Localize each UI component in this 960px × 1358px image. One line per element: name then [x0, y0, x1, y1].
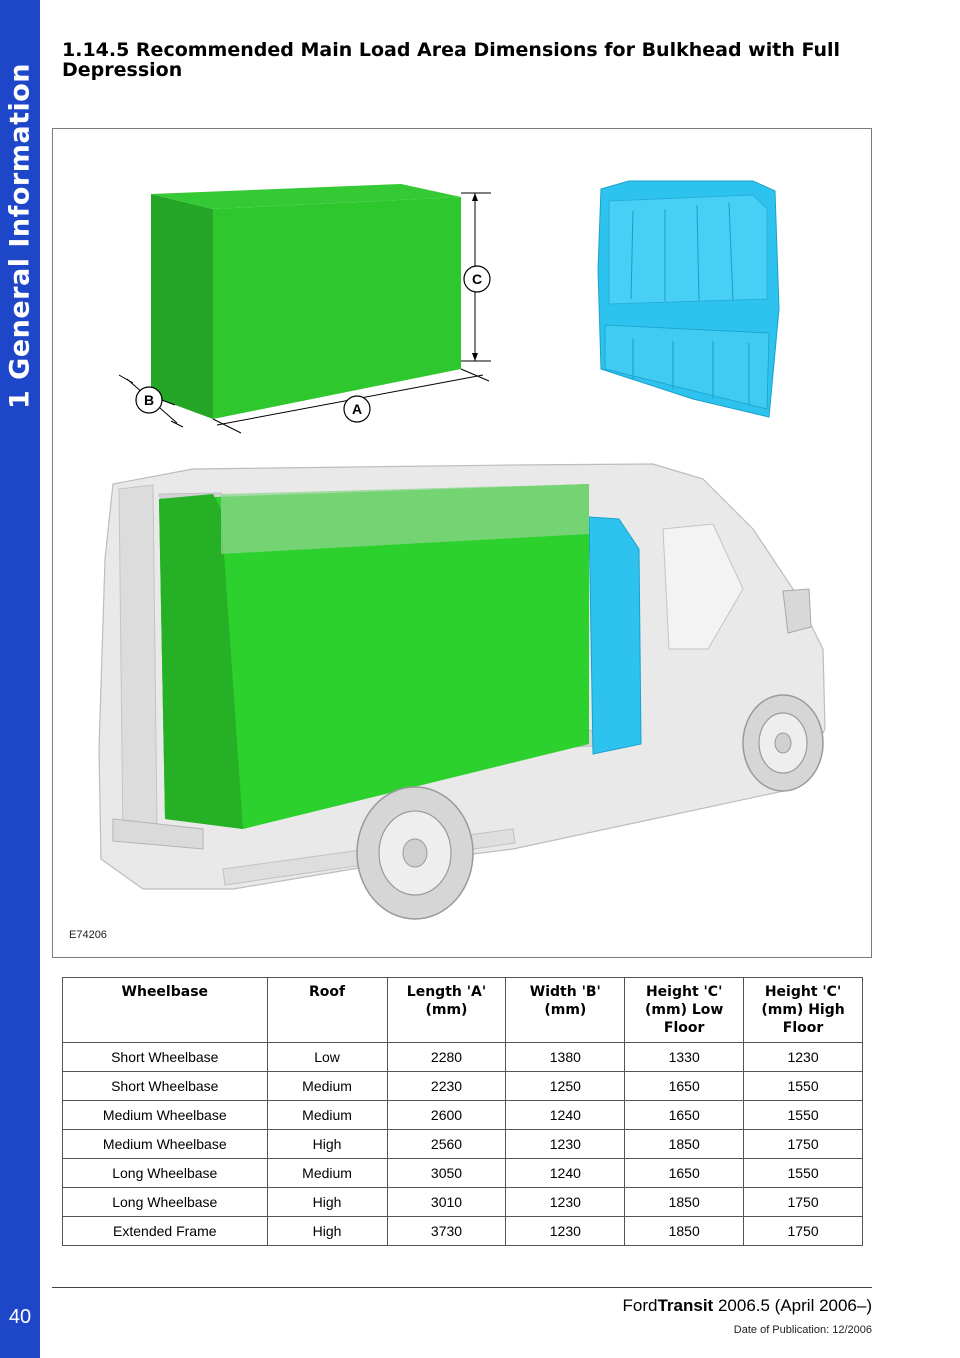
page-number: 40: [8, 1306, 32, 1328]
table-cell: 1550: [744, 1072, 863, 1101]
column-header: Length 'A' (mm): [387, 978, 506, 1043]
table-cell: 1850: [625, 1130, 744, 1159]
column-header: Roof: [267, 978, 387, 1043]
van-illustration: [99, 464, 825, 919]
table-cell: Medium: [267, 1159, 387, 1188]
table-cell: 1230: [506, 1130, 625, 1159]
table-row: [63, 1159, 863, 1188]
table-cell: Low: [267, 1043, 387, 1072]
column-header: Height 'C' (mm) High Floor: [744, 978, 863, 1043]
table-cell: 1240: [506, 1101, 625, 1130]
column-header: Height 'C' (mm) Low Floor: [625, 978, 744, 1043]
table-cell: 3050: [387, 1159, 506, 1188]
cargo-box-left-face: [151, 194, 213, 419]
dimension-label-c: C: [471, 271, 483, 287]
footer-model-name: Transit: [657, 1296, 714, 1315]
table-cell: 1230: [506, 1217, 625, 1246]
table-cell: Long Wheelbase: [63, 1188, 268, 1217]
table-cell: 3730: [387, 1217, 506, 1246]
load-area-illustration: [53, 129, 872, 958]
table-cell: Medium Wheelbase: [63, 1130, 268, 1159]
table-row: [63, 1217, 863, 1246]
table-cell: 1650: [625, 1101, 744, 1130]
table-cell: 1750: [744, 1217, 863, 1246]
table-cell: Extended Frame: [63, 1217, 268, 1246]
table-cell: 1550: [744, 1159, 863, 1188]
table-cell: 1850: [625, 1188, 744, 1217]
table-cell: 1650: [625, 1159, 744, 1188]
table-cell: Medium Wheelbase: [63, 1101, 268, 1130]
table-cell: 1250: [506, 1072, 625, 1101]
cargo-box-diagram: [119, 184, 491, 433]
dimensions-table: [62, 977, 863, 1246]
table-cell: High: [267, 1188, 387, 1217]
front-wheel: [743, 695, 823, 791]
table-row: [63, 1130, 863, 1159]
table-cell: Short Wheelbase: [63, 1043, 268, 1072]
table-cell: Medium: [267, 1072, 387, 1101]
table-cell: 2280: [387, 1043, 506, 1072]
table-cell: 2560: [387, 1130, 506, 1159]
column-header: Wheelbase: [63, 978, 268, 1043]
table-cell: High: [267, 1217, 387, 1246]
table-cell: 1750: [744, 1188, 863, 1217]
table-cell: 1240: [506, 1159, 625, 1188]
table-cell: 2230: [387, 1072, 506, 1101]
table-cell: 1380: [506, 1043, 625, 1072]
footer-divider: [52, 1287, 872, 1288]
table-row: [63, 1072, 863, 1101]
footer-brand: Ford: [622, 1296, 658, 1315]
table-cell: 3010: [387, 1188, 506, 1217]
table-cell: High: [267, 1130, 387, 1159]
page-title: 1.14.5 Recommended Main Load Area Dimensions for Bulkhead with Full Depression: [62, 39, 841, 81]
figure-panel: [52, 128, 872, 958]
table-row: [63, 1188, 863, 1217]
table-cell: Medium: [267, 1101, 387, 1130]
dimension-label-b: B: [143, 392, 155, 408]
footer-model: [623, 1296, 873, 1316]
footer-edition: 2006.5 (April 2006–): [717, 1296, 872, 1315]
table-cell: Long Wheelbase: [63, 1159, 268, 1188]
side-tab-label: 1 General Information: [4, 62, 36, 410]
side-tab: [0, 0, 40, 1358]
table-cell: 1230: [744, 1043, 863, 1072]
table-cell: Short Wheelbase: [63, 1072, 268, 1101]
dimension-label-a: A: [351, 401, 363, 417]
table-row: [63, 1043, 863, 1072]
table-cell: 1230: [506, 1188, 625, 1217]
table-header-row: [63, 978, 863, 1043]
table-cell: 1330: [625, 1043, 744, 1072]
column-header: Width 'B' (mm): [506, 978, 625, 1043]
bulkhead-illustration: [598, 181, 779, 417]
table-cell: 2600: [387, 1101, 506, 1130]
table-cell: 1550: [744, 1101, 863, 1130]
table-cell: 1750: [744, 1130, 863, 1159]
table-cell: 1850: [625, 1217, 744, 1246]
table-row: [63, 1101, 863, 1130]
table-cell: 1650: [625, 1072, 744, 1101]
footer-publication-date: Date of Publication: 12/2006: [733, 1324, 872, 1336]
figure-id: E74206: [69, 929, 107, 941]
rear-wheel: [357, 787, 473, 919]
